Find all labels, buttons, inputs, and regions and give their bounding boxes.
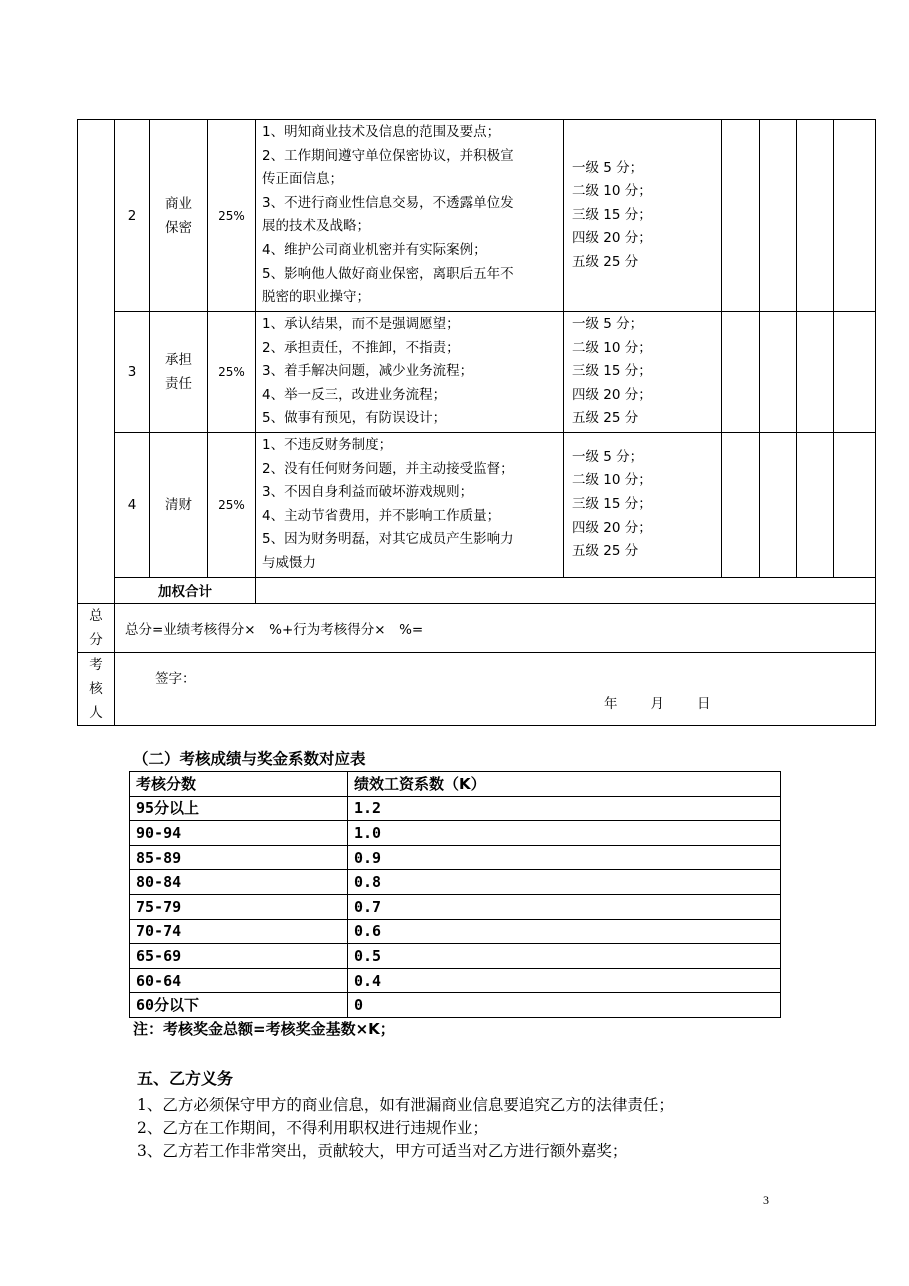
table-row: [130, 894, 781, 919]
table-row: [130, 821, 781, 846]
signature-label: 签字：: [155, 670, 196, 687]
score-range: 85-89: [130, 845, 348, 870]
score-cell: [722, 120, 760, 312]
table-row: [78, 432, 876, 577]
score-cell: [722, 312, 760, 433]
score-range: 70-74: [130, 919, 348, 944]
score-cell: [834, 120, 876, 312]
table-row: [130, 919, 781, 944]
table-row: [130, 796, 781, 821]
score-cell: [722, 432, 760, 577]
score-cell: [760, 120, 797, 312]
score-range: 65-69: [130, 944, 348, 969]
item-number: 4: [115, 432, 150, 577]
score-cell: [797, 120, 834, 312]
score-range: 60分以下: [130, 993, 348, 1018]
item-name: 商业 保密: [150, 120, 208, 312]
table-row: [130, 944, 781, 969]
signature-date: [604, 692, 711, 712]
criteria-cell: 1、不违反财务制度； 2、没有任何财务问题，并主动接受监督； 3、不因自身利益而破坏游戏规则； 4、主动节省费用，并不影响工作质量； 5、因为财务明磊，对其它成员产生影响力 与威慑力: [256, 432, 564, 577]
category-cell: [78, 120, 115, 604]
item-number: 2: [115, 120, 150, 312]
assessor-row: [78, 652, 876, 725]
criteria-cell: 1、承认结果，而不是强调愿望； 2、承担责任，不推卸，不指责； 3、着手解决问题，减少业务流程； 4、举一反三，改进业务流程； 5、做事有预见，有防误设计；: [256, 312, 564, 433]
total-score-label: 总 分: [78, 603, 115, 652]
score-cell: [834, 312, 876, 433]
coefficient-value: 0: [348, 993, 781, 1018]
weighted-total-value: [256, 577, 876, 603]
page-number: 3: [763, 1193, 769, 1207]
obligation-paragraph: 2、乙方在工作期间，不得利用职权进行违规作业；: [137, 1119, 488, 1137]
coefficient-value: 0.7: [348, 894, 781, 919]
levels-cell: 一级 5 分； 二级 10 分； 三级 15 分； 四级 20 分； 五级 25 分: [564, 120, 722, 312]
table-row: [130, 968, 781, 993]
score-cell: [834, 432, 876, 577]
total-score-row: [78, 603, 876, 652]
coefficient-value: 1.0: [348, 821, 781, 846]
total-score-formula: 总分=业绩考核得分× %+行为考核得分× %=: [115, 603, 876, 652]
score-range: 75-79: [130, 894, 348, 919]
signature-cell: [115, 652, 876, 725]
column-header-score: 考核分数: [130, 772, 348, 797]
coefficient-value: 0.4: [348, 968, 781, 993]
bonus-coefficient-table: [129, 771, 781, 1018]
score-cell: [797, 432, 834, 577]
score-range: 60-64: [130, 968, 348, 993]
obligation-paragraph: 1、乙方必须保守甲方的商业信息，如有泄漏商业信息要追究乙方的法律责任；: [137, 1096, 674, 1114]
coefficient-value: 0.9: [348, 845, 781, 870]
weighted-total-row: [78, 577, 876, 603]
coefficient-value: 1.2: [348, 796, 781, 821]
behavior-evaluation-table: [77, 119, 876, 726]
table-row: [78, 120, 876, 312]
levels-cell: 一级 5 分； 二级 10 分； 三级 15 分； 四级 20 分； 五级 25 分: [564, 432, 722, 577]
table-row: [130, 845, 781, 870]
score-cell: [760, 312, 797, 433]
coefficient-value: 0.5: [348, 944, 781, 969]
score-range: 90-94: [130, 821, 348, 846]
levels-cell: 一级 5 分； 二级 10 分； 三级 15 分； 四级 20 分； 五级 25 分: [564, 312, 722, 433]
table-row: [130, 870, 781, 895]
table-row: [130, 993, 781, 1018]
bonus-note: 注：考核奖金总额=考核奖金基数×K；: [133, 1020, 395, 1038]
item-weight: 25%: [208, 312, 256, 433]
table-row: [78, 312, 876, 433]
section-title: 五、乙方义务: [137, 1069, 234, 1088]
obligation-paragraph: 3、乙方若工作非常突出，贡献较大，甲方可适当对乙方进行额外嘉奖；: [137, 1142, 628, 1160]
item-name: 承担 责任: [150, 312, 208, 433]
date-year: 年: [604, 695, 618, 712]
item-weight: 25%: [208, 120, 256, 312]
column-header-coefficient: 绩效工资系数（K）: [348, 772, 781, 797]
criteria-cell: 1、明知商业技术及信息的范围及要点； 2、工作期间遵守单位保密协议，并积极宣 传正面信息； 3、不进行商业性信息交易，不透露单位发 展的技术及战略； 4、维护公司商业机密并有实际案例； 5、影响他人做好商业保密，离职后五年不 脱密的职业操守；: [256, 120, 564, 312]
item-weight: 25%: [208, 432, 256, 577]
coefficient-table-title: （二）考核成绩与奖金系数对应表: [133, 750, 366, 768]
item-number: 3: [115, 312, 150, 433]
coefficient-value: 0.6: [348, 919, 781, 944]
score-range: 95分以上: [130, 796, 348, 821]
score-range: 80-84: [130, 870, 348, 895]
score-cell: [760, 432, 797, 577]
item-name: 清财: [150, 432, 208, 577]
coefficient-value: 0.8: [348, 870, 781, 895]
date-day: 日: [697, 695, 711, 712]
score-cell: [797, 312, 834, 433]
table-header-row: [130, 772, 781, 797]
assessor-label: 考 核 人: [78, 652, 115, 725]
weighted-total-label: 加权合计: [115, 577, 256, 603]
date-month: 月: [650, 695, 664, 712]
